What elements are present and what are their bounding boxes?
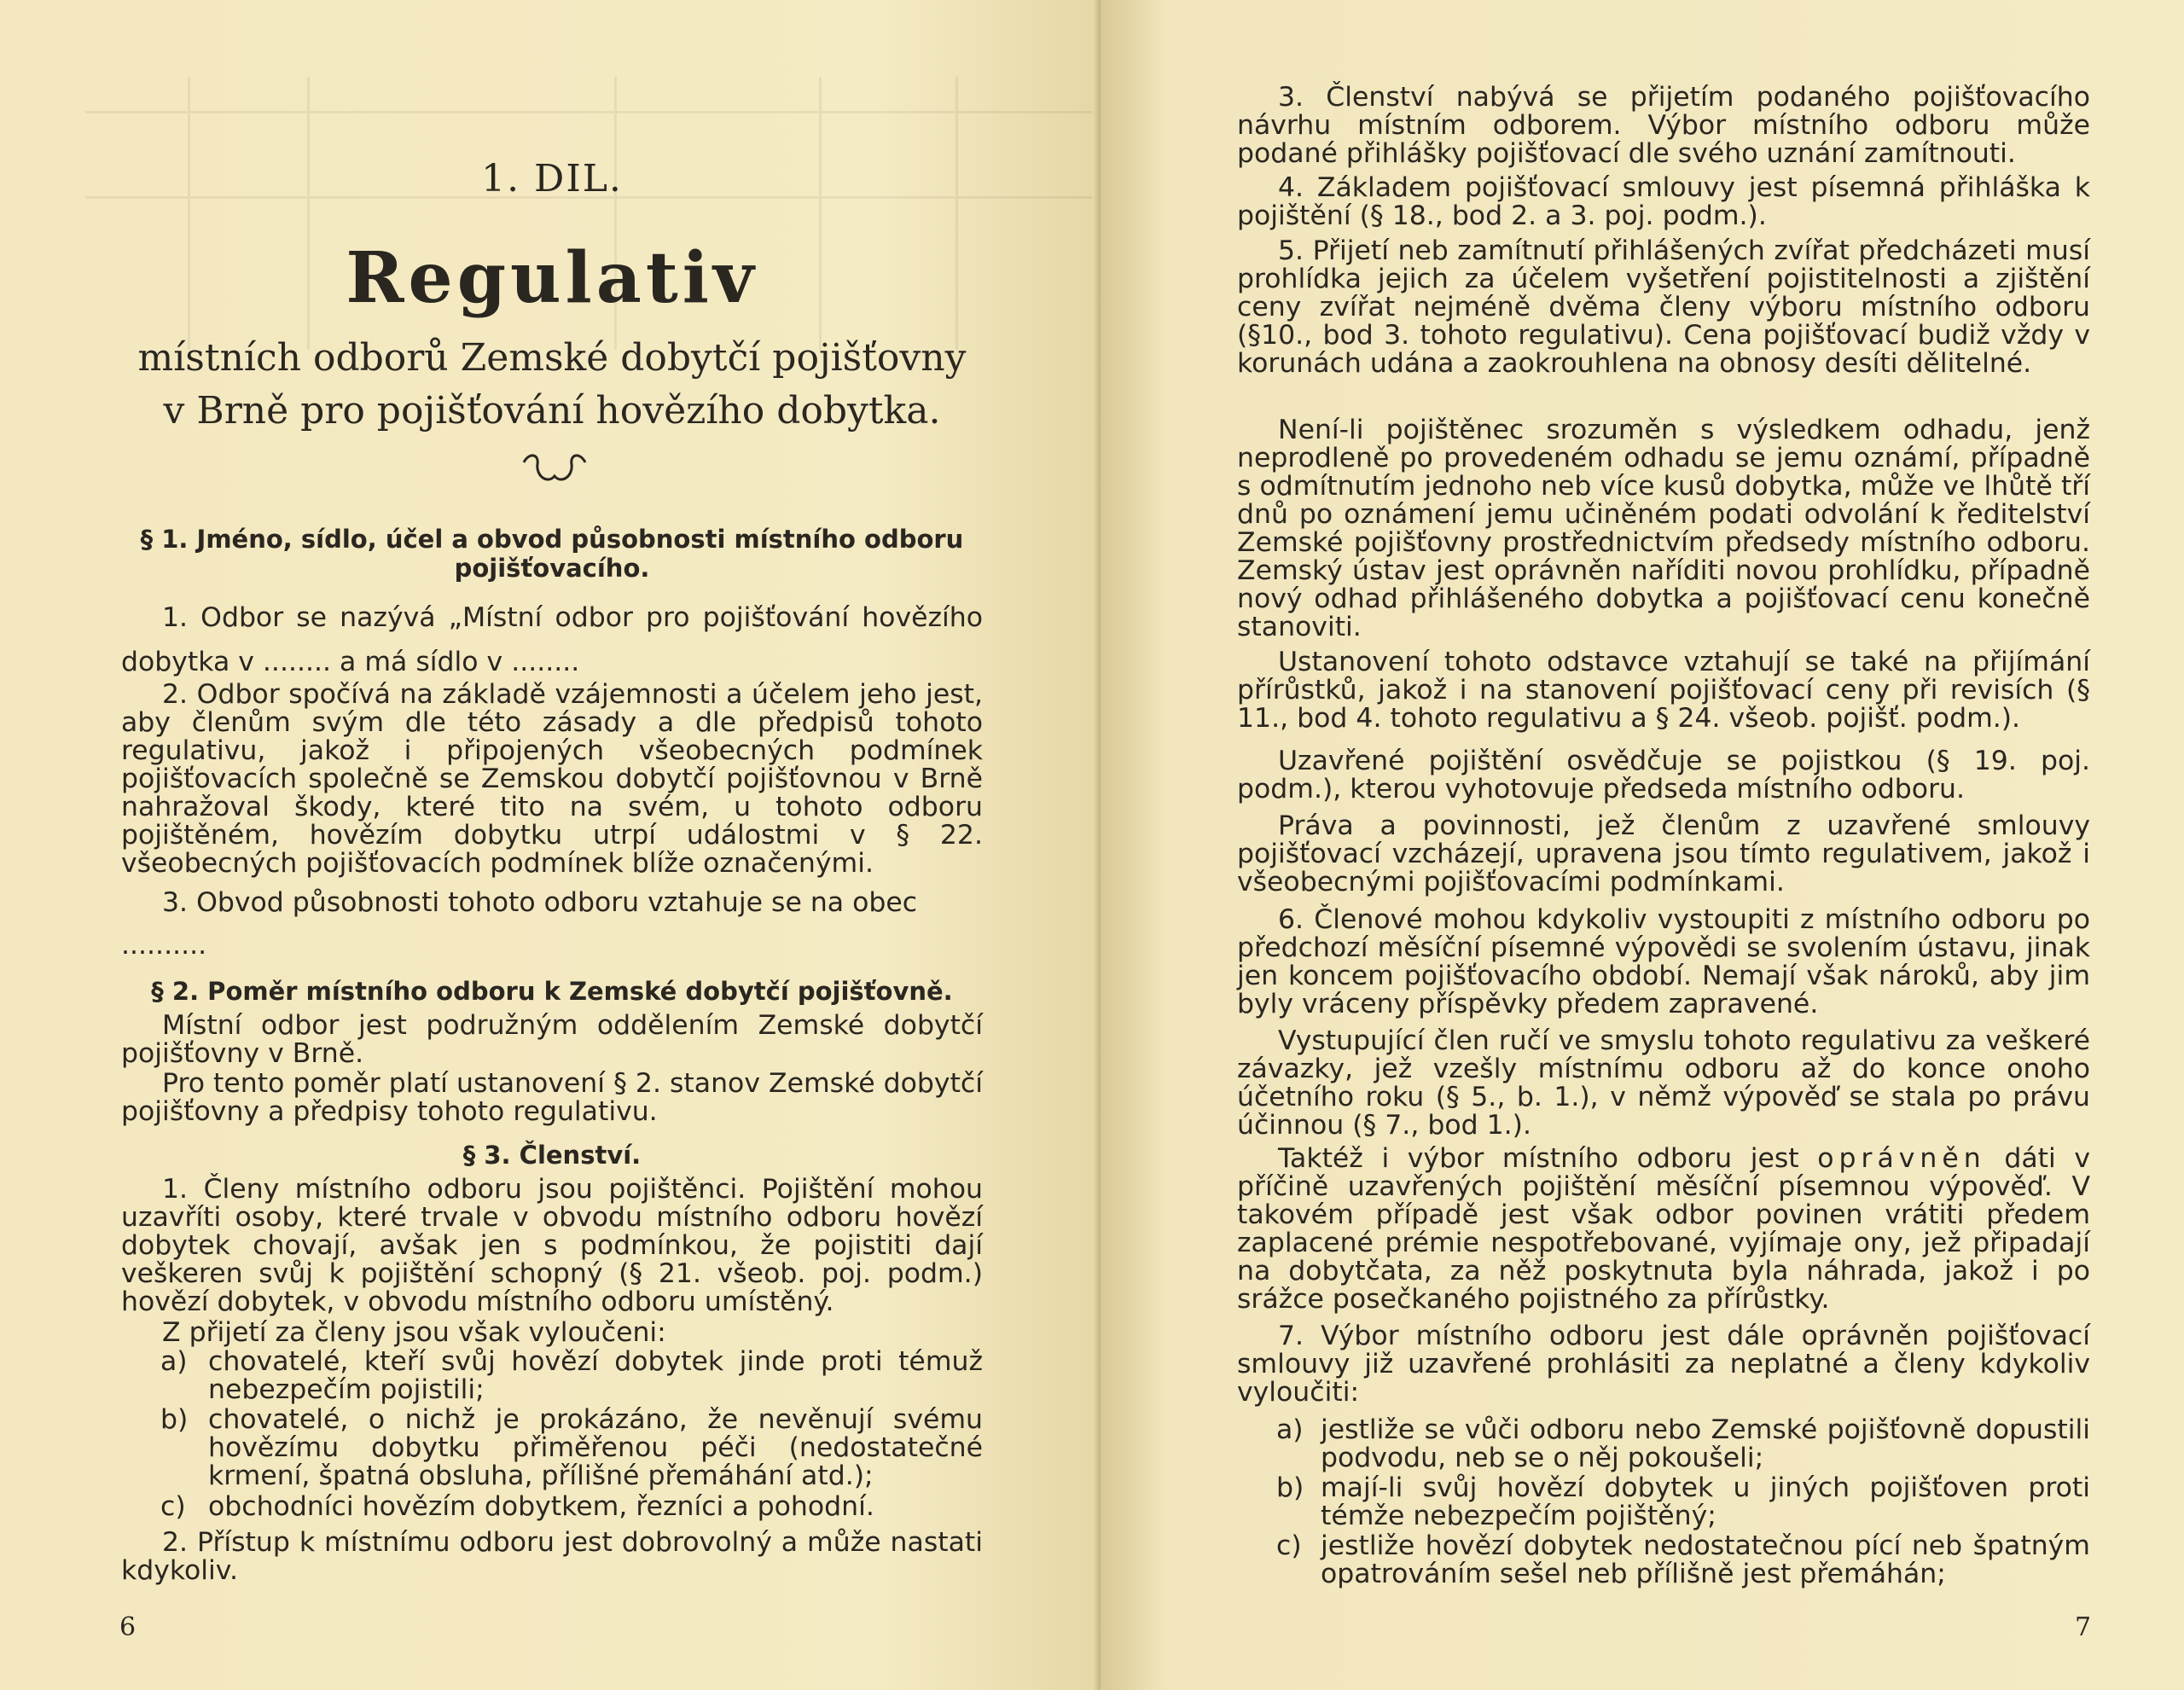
paragraph-6c-start: Taktéž i výbor místního odboru jest [1278, 1143, 1799, 1174]
paragraph-6c-rest: dáti v příčině uzavřených pojištění měsíční písemnou výpověď. V takovém případě jest však odbor povinen vrátiti předem zaplacené prémie nespotřebované, vyjímaje ony, jež připadají na dobytčata, za něž poskytnuta byla náhrada, jakož i po srážce posečkaného pojistného za přírůstky. [1237, 1143, 2090, 1315]
p7-item-c-label: c) [1276, 1530, 1302, 1561]
s3-paragraph-1: 1. Členy místního odboru jsou pojištěnci. Pojištění mohou uzavříti osoby, které trvale v obvodu místního odboru hovězí dobytek chovají, avšak jen s podmínkou, že pojistiti dají veškeren svůj k pojištění schopný (§ 21. všeob. poj. podm.) hovězí dobytek, v obvodu místního odboru umístěný. [121, 1174, 983, 1317]
part-label: 1. DIL. [481, 157, 623, 200]
section-3-heading: § 3. Členství. [462, 1141, 642, 1170]
section-1-heading-cont: pojišťovacího. [454, 554, 650, 583]
s3-item-a-label: a) [160, 1346, 188, 1377]
paragraph-6b: Vystupující člen ručí ve smyslu tohoto regulativu za veškeré závazky, jež vzešly místnímu odboru až do konce onoho účetního roku (§ 5., b. 1.), v němž výpověď se stala po právu účinnou (§ 7., bod 1.). [1237, 1025, 2090, 1141]
p7-item-b-label: b) [1276, 1472, 1304, 1503]
s1-paragraph-3: 3. Obvod působnosti tohoto odboru vztahuje se na obec [162, 887, 918, 918]
s2-paragraph-2: Pro tento poměr platí ustanovení § 2. stanov Zemské dobytčí pojišťovny a předpisy tohoto regulativu. [121, 1068, 983, 1127]
p7-item-c: jestliže hovězí dobytek nedostatečnou pící neb špatným opatrováním sešel neb přílišně jest přemáhán; [1321, 1530, 2090, 1589]
section-1-heading: § 1. Jméno, sídlo, účel a obvod působnosti místního odboru [140, 525, 964, 554]
s3-item-c: obchodníci hovězím dobytkem, řezníci a pohodní. [208, 1491, 874, 1522]
s2-paragraph-1: Místní odbor jest podružným oddělením Zemské dobytčí pojišťovny v Brně. [121, 1010, 983, 1069]
paragraph-5c: Ustanovení tohoto odstavce vztahují se také na přijímání přírůstků, jakož i na stanovení pojišťovací ceny při revisích (§ 11., bod 4. tohoto regulativu a § 24. všeob. pojišť. podm.). [1237, 647, 2090, 734]
document-title: Regulativ [346, 237, 758, 319]
right-page [1101, 0, 2184, 1690]
paragraph-5d: Uzavřené pojištění osvědčuje se pojistkou (§ 19. poj. podm.), kterou vyhotovuje předseda místního odboru. [1237, 746, 2090, 804]
p7-item-a-label: a) [1276, 1414, 1304, 1445]
page-number-right: 7 [2075, 1612, 2092, 1642]
paragraph-5: 5. Přijetí neb zamítnutí přihlášených zvířat předcházeti musí prohlídka jejich za účelem vyšetření pojistitelnosti a zjištění ceny zvířat nejméně dvěma členy výboru místního odboru (§10., bod 3. tohoto regulativu). Cena pojišťovací budiž vždy v korunách udána a zaokrouhlena na obnosy desíti dělitelné. [1237, 235, 2090, 379]
p7-item-a: jestliže se vůči odboru nebo Zemské pojišťovně dopustili podvodu, neb se o něj pokoušeli; [1321, 1414, 2090, 1473]
paragraph-7: 7. Výbor místního odboru jest dále oprávněn pojišťovací smlouvy již uzavřené prohlásiti za neplatné a členy kdykoliv vyloučiti: [1237, 1321, 2090, 1408]
p7-item-b: mají-li svůj hovězí dobytek u jiných pojišťoven proti témže nebezpečím pojištěný; [1321, 1472, 2090, 1531]
paragraph-6c-spaced-word: oprávněn [1817, 1143, 1986, 1174]
s3-item-a: chovatelé, kteří svůj hovězí dobytek jinde proti témuž nebezpečím pojistili; [208, 1346, 983, 1405]
s3-item-c-label: c) [160, 1491, 186, 1522]
s3-paragraph-1b: Z přijetí za členy jsou však vyloučeni: [162, 1317, 666, 1348]
ornament-icon [520, 450, 589, 493]
s3-item-b-label: b) [160, 1404, 189, 1435]
s1-paragraph-2: 2. Odbor spočívá na základě vzájemnosti a účelem jeho jest, aby členům svým dle této zásady a dle předpisů tohoto regulativu, jakož i připojených všeobecných podmínek pojišťovacích společně se Zemskou dobytčí pojišťovnou v Brně nahražoval škody, které tito na svém, u tohoto odboru pojištěném, hovězím dobytku utrpí událostmi v § 22. všeobecných pojišťovacích podmínek blíže označenými. [121, 679, 983, 879]
paragraph-3: 3. Členství nabývá se přijetím podaného pojišťovacího návrhu místním odborem. Výbor místního odboru může podané přihlášky pojišťovací dle svého uznání zamítnouti. [1237, 82, 2090, 169]
s3-item-b: chovatelé, o nichž je prokázáno, že nevěnují svému hovězímu dobytku přiměřenou péči (nedostatečné krmení, špatná obsluha, přílišné přemáhání atd.); [208, 1404, 983, 1491]
paragraph-4: 4. Základem pojišťovací smlouvy jest písemná přihláška k pojištění (§ 18., bod 2. a 3. poj. podm.). [1237, 172, 2090, 231]
paragraph-5e: Práva a povinnosti, jež členům z uzavřené smlouvy pojišťovací vzcházejí, upravena jsou tímto regulativem, jakož i všeobecnými pojišťovacími podmínkami. [1237, 810, 2090, 897]
subtitle-line-2: v Brně pro pojišťování hovězího dobytka. [163, 389, 941, 433]
page-number-left: 6 [119, 1612, 136, 1642]
section-2-heading: § 2. Poměr místního odboru k Zemské dobytčí pojišťovně. [151, 977, 953, 1006]
subtitle-line-1: místních odborů Zemské dobytčí pojišťovny [137, 336, 967, 380]
paragraph-5b: Není-li pojištěnec srozuměn s výsledkem odhadu, jenž neprodleně po provedeném odhadu se jemu oznámí, případně s odmítnutím jednoho neb více kusů dobytka, může ve lhůtě tří dnů po oznámení jemu učiněném podati odvolání k ředitelství Zemské pojišťovny prostřednictvím předsedy místního odboru. Zemský ústav jest oprávněn naříditi novou prohlídku, případně nový odhad přihlášeného dobytka a pojišťovací cenu konečně stanoviti. [1237, 415, 2090, 642]
s3-paragraph-2: 2. Přístup k místnímu odboru jest dobrovolný a může nastati kdykoliv. [121, 1527, 983, 1586]
paragraph-6c [1237, 1145, 2090, 1314]
s1-paragraph-1: 1. Odbor se nazývá „Místní odbor pro pojišťování hovězího dobytka v ........ a má sídlo v ........ [121, 602, 983, 677]
paragraph-6: 6. Členové mohou kdykoliv vystoupiti z místního odboru po předchozí měsíční písemné výpovědi se svolením ústavu, jinak jen koncem pojišťovacího období. Nemají však nároků, aby jim byly vráceny příspěvky předem zapravené. [1237, 904, 2090, 1019]
s1-paragraph-3-dots: .......... [121, 930, 207, 961]
